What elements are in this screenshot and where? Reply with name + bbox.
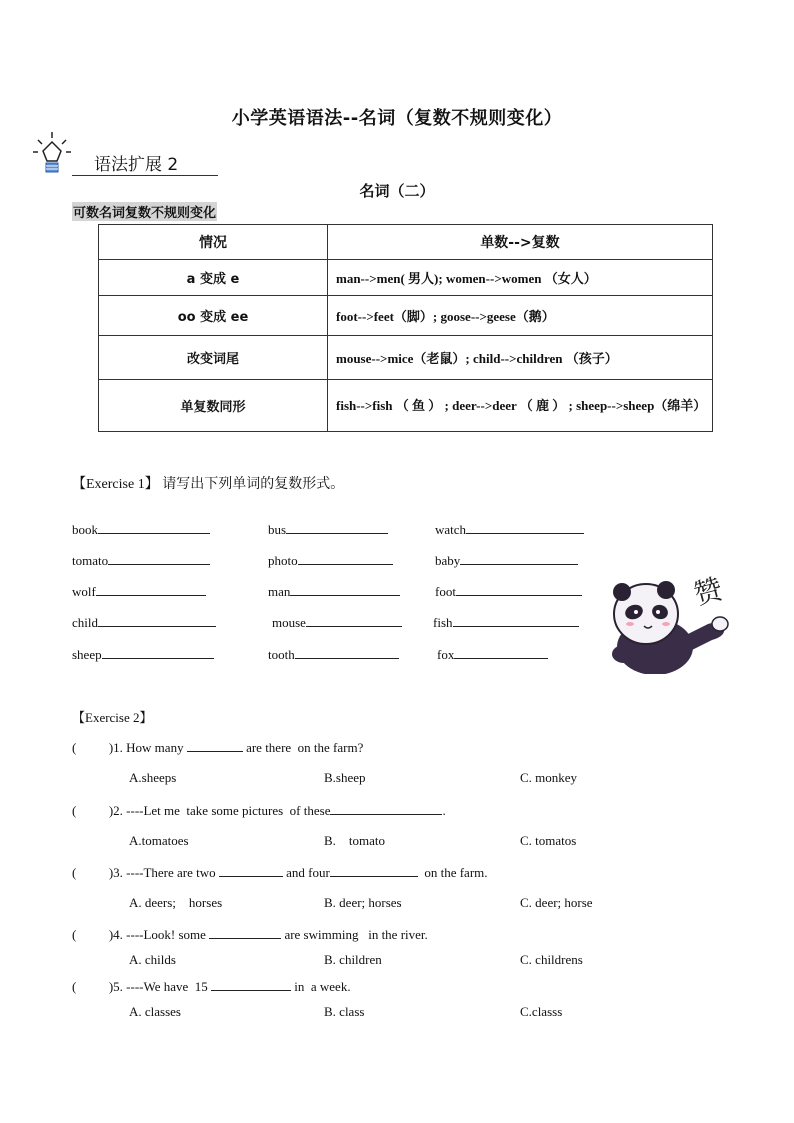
word-item[interactable] — [435, 521, 584, 538]
word-label: mouse — [272, 615, 306, 630]
word-item[interactable] — [435, 552, 578, 569]
option-b[interactable]: B. deer; horses — [324, 895, 402, 910]
word-label: tomato — [72, 553, 109, 568]
word-label: tooth — [268, 647, 295, 662]
option-a[interactable]: A.sheeps — [129, 770, 177, 785]
word-label: man — [268, 584, 291, 599]
option-a[interactable]: A.tomatoes — [129, 833, 189, 848]
question-text: on the farm. — [417, 865, 488, 880]
header-forms: 单数-->复数 — [328, 225, 713, 260]
question-text: in a week. — [291, 979, 351, 994]
answer-blank[interactable] — [98, 521, 210, 534]
answer-blank[interactable] — [108, 552, 210, 565]
word-item[interactable] — [72, 646, 214, 663]
answer-blank[interactable] — [295, 646, 399, 659]
table-row — [99, 336, 713, 380]
question-text: ( )5. ----We have 15 — [72, 979, 212, 994]
table-row — [99, 380, 713, 432]
answer-blank[interactable] — [98, 614, 216, 627]
word-item[interactable] — [268, 521, 388, 538]
sticker-text: 赞 — [690, 572, 726, 612]
examples-cell: fish-->fish （ 鱼 ） ; deer-->deer （ 鹿 ） ; sheep-->sheep（绵羊） — [328, 380, 713, 432]
option-a[interactable]: A. childs — [129, 952, 176, 967]
option-c[interactable]: C. deer; horse — [520, 895, 593, 910]
case-cell: 单复数同形 — [99, 380, 328, 432]
answer-blank[interactable] — [96, 583, 206, 596]
examples-cell: foot-->feet（脚）; goose-->geese（鹅） — [328, 296, 713, 336]
answer-blank[interactable] — [454, 646, 548, 659]
word-label: baby — [435, 553, 461, 568]
section-label: 语法扩展 2 — [94, 155, 179, 175]
subtitle: 名词（二） — [359, 182, 435, 200]
answer-blank[interactable] — [330, 864, 418, 877]
case-cell: a 变成 e — [99, 260, 328, 296]
page-title: 小学英语语法--名词（复数不规则变化） — [231, 108, 563, 129]
answer-blank[interactable] — [187, 739, 243, 752]
table-caption: 可数名词复数不规则变化 — [72, 202, 217, 221]
question-4 — [72, 926, 428, 943]
word-label: child — [72, 615, 98, 630]
answer-blank[interactable] — [306, 614, 402, 627]
question-text: ( )4. ----Look! some — [72, 927, 210, 942]
answer-blank[interactable] — [286, 521, 388, 534]
answer-blank[interactable] — [330, 802, 442, 815]
word-item[interactable] — [72, 552, 210, 569]
word-item[interactable] — [268, 583, 400, 600]
option-a[interactable]: A. classes — [129, 1004, 181, 1019]
option-c[interactable]: C. childrens — [520, 952, 583, 967]
answer-blank[interactable] — [219, 864, 283, 877]
option-c[interactable]: C. monkey — [520, 770, 578, 785]
word-label: photo — [268, 553, 298, 568]
answer-blank[interactable] — [102, 646, 214, 659]
question-3 — [72, 864, 488, 881]
word-label: book — [72, 522, 98, 537]
word-label: bus — [268, 522, 287, 537]
question-text: are swimming in the river. — [281, 927, 428, 942]
question-text: ( )2. ----Let me take some pictures of these — [72, 803, 331, 818]
question-text: ( )3. ----There are two — [72, 865, 219, 880]
option-c[interactable]: C.classs — [520, 1004, 563, 1019]
question-2 — [72, 802, 446, 819]
option-b[interactable]: B.sheep — [324, 770, 366, 785]
answer-blank[interactable] — [209, 926, 281, 939]
word-item[interactable] — [72, 583, 206, 600]
option-a[interactable]: A. deers; horses — [129, 895, 223, 910]
question-text: are there on the farm? — [242, 740, 364, 755]
word-item[interactable] — [433, 614, 579, 631]
word-item[interactable] — [268, 646, 399, 663]
word-item[interactable] — [268, 552, 393, 569]
question-5 — [72, 978, 351, 995]
question-text: and four — [282, 865, 330, 880]
word-label: wolf — [72, 584, 96, 599]
answer-blank[interactable] — [211, 978, 291, 991]
case-cell: 改变词尾 — [99, 336, 328, 380]
option-c[interactable]: C. tomatos — [520, 833, 577, 848]
word-item[interactable] — [272, 614, 402, 631]
answer-blank[interactable] — [460, 552, 578, 565]
exercise1-heading: 【Exercise 1】 请写出下列单词的复数形式。 — [72, 477, 345, 492]
option-b[interactable]: B. class — [324, 1004, 365, 1019]
header-case: 情况 — [99, 225, 328, 260]
option-b[interactable]: B. tomato — [324, 833, 386, 848]
word-label: watch — [435, 522, 467, 537]
case-cell: oo 变成 ee — [99, 296, 328, 336]
examples-cell: mouse-->mice（老鼠）; child-->children （孩子） — [328, 336, 713, 380]
option-b[interactable]: B. children — [324, 952, 382, 967]
examples-cell: man-->men( 男人); women-->women （女人） — [328, 260, 713, 296]
question-text: . — [442, 803, 446, 818]
panda-thumbs-up-sticker — [610, 572, 735, 674]
question-1 — [72, 739, 363, 756]
answer-blank[interactable] — [456, 583, 582, 596]
word-item[interactable] — [435, 583, 582, 600]
word-label: sheep — [72, 647, 102, 662]
answer-blank[interactable] — [298, 552, 393, 565]
question-text: ( )1. How many — [72, 740, 187, 755]
answer-blank[interactable] — [290, 583, 400, 596]
word-item[interactable] — [72, 521, 210, 538]
answer-blank[interactable] — [453, 614, 579, 627]
section-underline — [72, 175, 218, 176]
lightbulb-icon — [30, 130, 74, 176]
table-row — [99, 296, 713, 336]
table-row — [99, 260, 713, 296]
exercise2-heading: 【Exercise 2】 — [72, 710, 153, 725]
word-item[interactable] — [72, 614, 216, 631]
word-item[interactable] — [437, 646, 548, 663]
word-label: fish — [433, 615, 453, 630]
table-header-row — [99, 225, 713, 260]
answer-blank[interactable] — [466, 521, 584, 534]
word-label: fox — [437, 647, 455, 662]
word-label: foot — [435, 584, 456, 599]
rules-table — [98, 224, 713, 432]
